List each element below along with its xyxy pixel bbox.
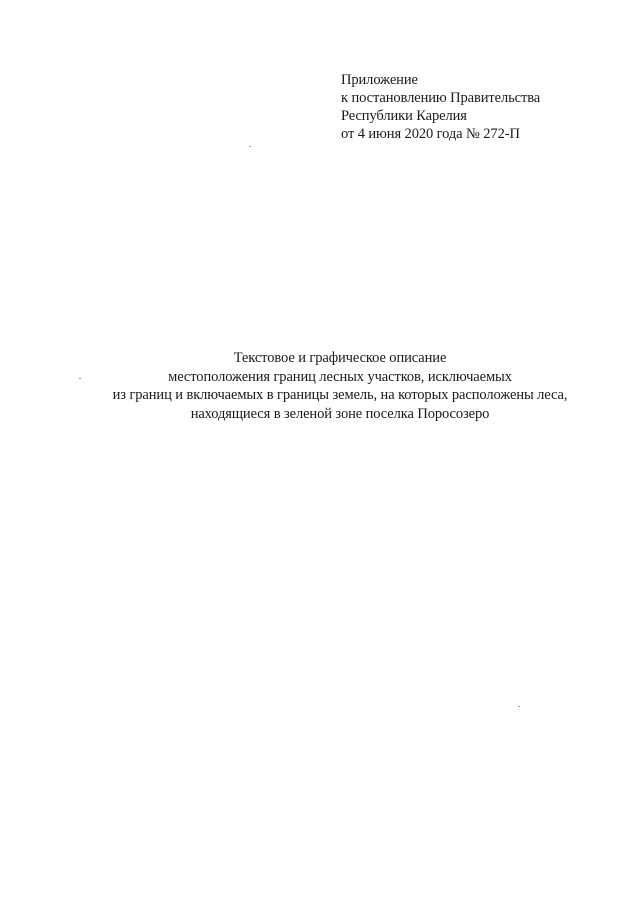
title-line-1: Текстовое и графическое описание: [233, 350, 447, 366]
scan-speck: [518, 706, 520, 707]
appendix-block: [341, 71, 631, 143]
title-line-2: местоположения границ лесных участков, исключаемых: [168, 368, 512, 385]
scan-speck: [249, 146, 251, 147]
scan-speck: [79, 378, 81, 379]
title-line-4: находящиеся в зеленой зоне поселка Поросозеро: [190, 405, 490, 422]
appendix-authority: Республики Карелия: [341, 108, 467, 124]
appendix-label: Приложение: [341, 72, 418, 88]
document-title: [0, 349, 640, 423]
appendix-date-number: от 4 июня 2020 года № 272-П: [341, 126, 520, 142]
appendix-decree-reference: к постановлению Правительства: [341, 90, 541, 106]
title-line-3: из границ и включаемых в границы земель, на которых расположены леса,: [112, 387, 568, 403]
